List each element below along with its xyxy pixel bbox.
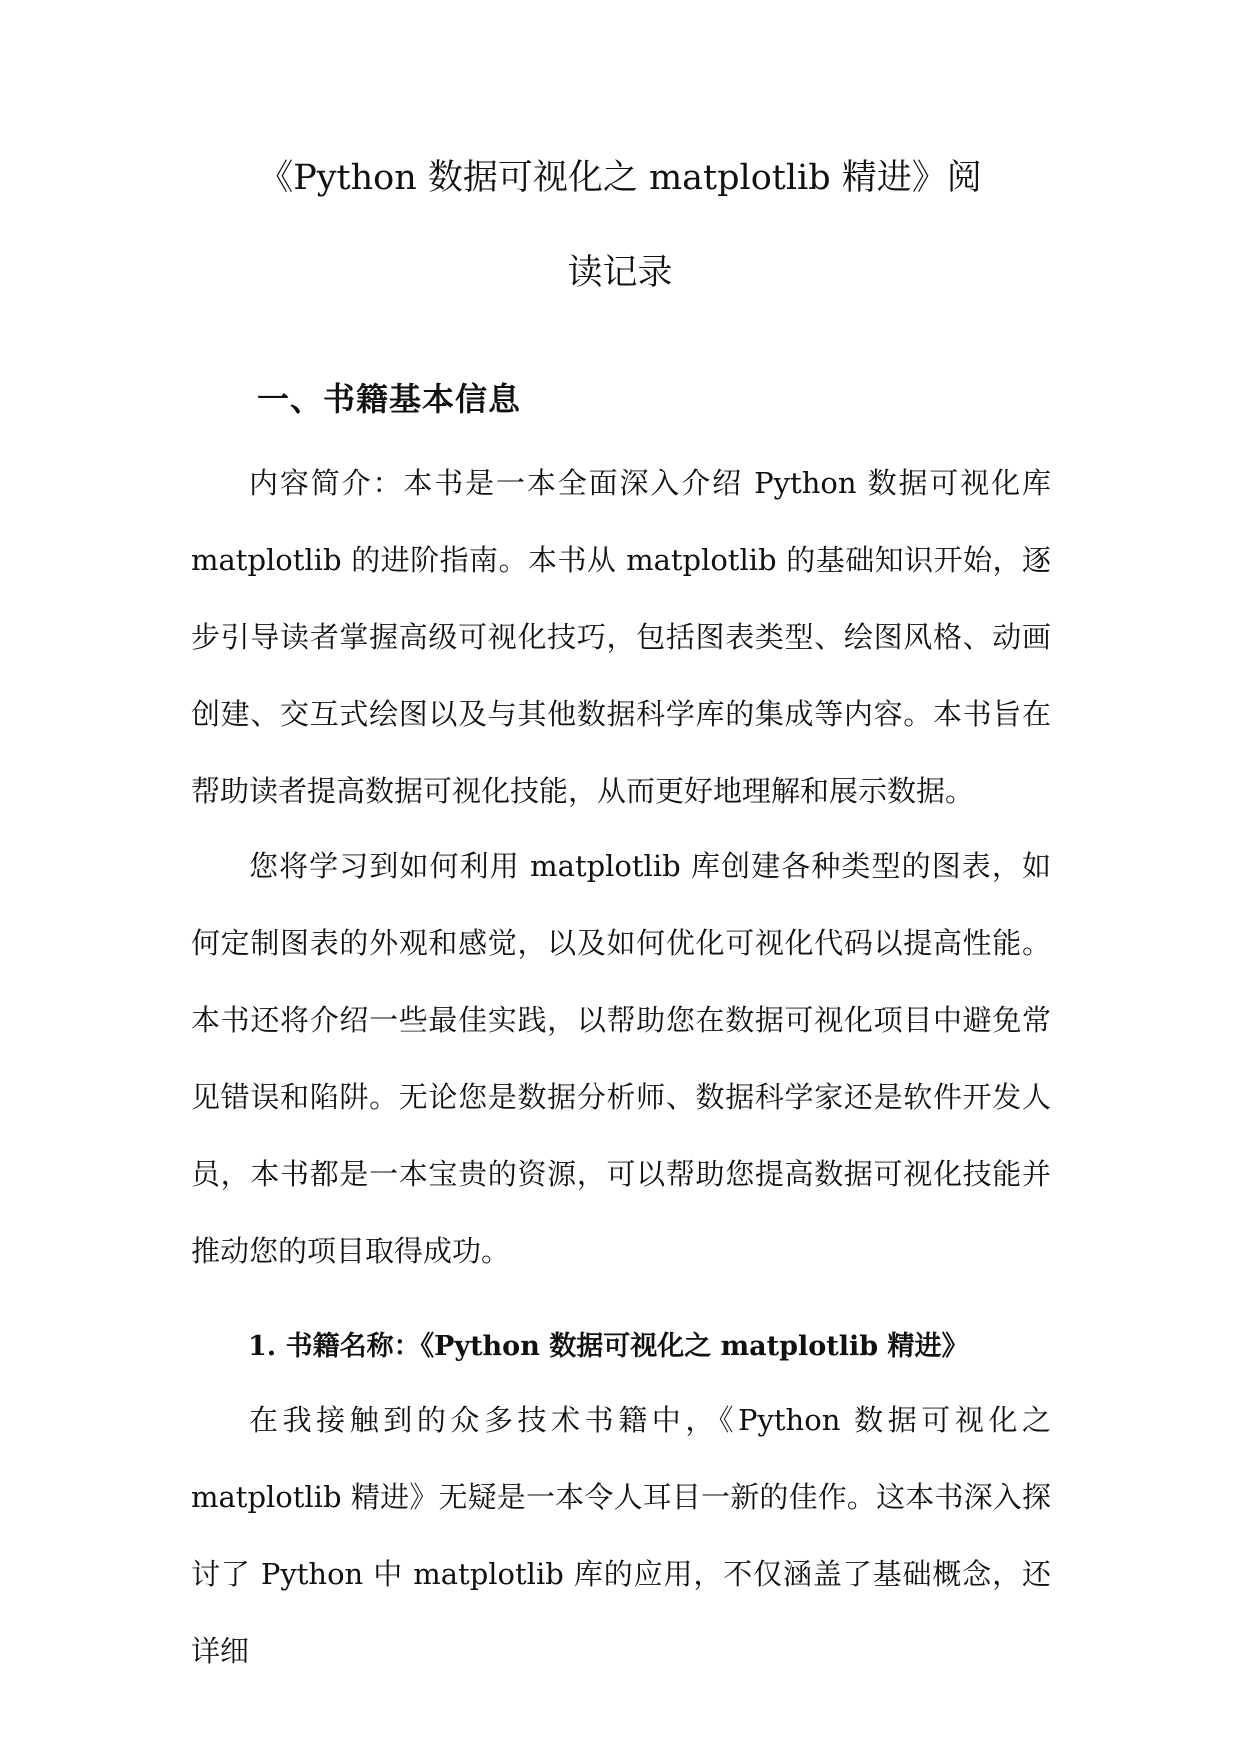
numbered-subheading: 1. 书籍名称：《Python 数据可视化之 matplotlib 精进》 [248,1331,969,1362]
paragraph-book-review: 在我接触到的众多技术书籍中，《Python 数据可视化之 matplotlib 精进》无疑是一本令人耳目一新的佳作。这本书深入探讨了 Python 中 matplotlib 库的应用，不仅涵盖了基础概念，还详细 [191,1403,1051,1668]
paragraph-learning: 您将学习到如何利用 matplotlib 库创建各种类型的图表，如何定制图表的外观和感觉，以及如何优化可视化代码以提高性能。本书还将介绍一些最佳实践，以帮助您在数据可视化项目中避免常见错误和陷阱。无论您是数据分析师、数据科学家还是软件开发人员，本书都是一本宝贵的资源，可以帮助您提高数据可视化技能并推动您的项目取得成功。 [191,849,1051,1268]
document-title-line-2: 读记录 [567,253,673,293]
section-heading: 一、书籍基本信息 [257,380,522,418]
document-title-line-1: 《Python 数据可视化之 matplotlib 精进》阅 [258,158,982,198]
paragraph-intro: 内容简介：本书是一本全面深入介绍 Python 数据可视化库 matplotlib 的进阶指南。本书从 matplotlib 的基础知识开始，逐步引导读者掌握高级可视化技巧，包括图表类型、绘图风格、动画创建、交互式绘图以及与其他数据科学库的集成等内容。本书旨在帮助读者提高数据可视化技能，从而更好地理解和展示数据。 [191,466,1051,808]
